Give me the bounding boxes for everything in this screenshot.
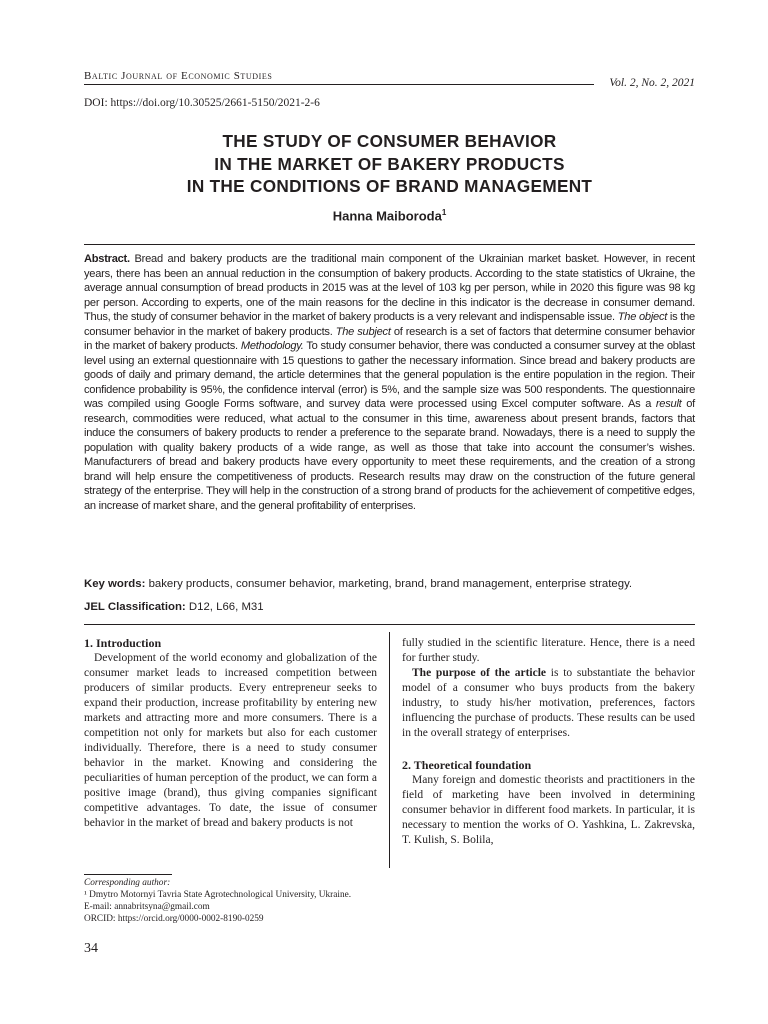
author-affiliation-mark: 1 [441, 208, 447, 217]
jel-codes: D12, L66, M31 [185, 601, 264, 613]
keywords-text: bakery products, consumer behavior, marketing, brand, brand management, enterprise strategy. [145, 578, 633, 590]
corresponding-author-label: Corresponding author: [84, 878, 171, 888]
keywords-label: Key words: [84, 578, 146, 590]
purpose-text: is to substantiate the behavior model of a consumer who buys products from the bakery industry, to study his/her motivation, preferences, factors influencing the purchase of products. These results can be used in the overall strategy of enterprises. [402, 667, 695, 739]
purpose-label: The purpose of the article [412, 667, 547, 679]
abstract-text: is the consumer behavior in the market of bakery products. [84, 311, 695, 338]
keywords [84, 578, 695, 590]
introduction-continuation: fully studied in the scientific literature. Hence, there is a need for further study. [402, 637, 695, 664]
abstract-text: of research is a set of factors that determine consumer behavior in the market of bakery products. [84, 325, 695, 352]
abstract-rule [84, 244, 695, 245]
journal-name: Baltic Journal of Economic Studies [84, 70, 273, 82]
abstract-methodology-label: Methodology. [240, 340, 304, 352]
jel-classification [84, 601, 695, 613]
volume-issue: Vol. 2, No. 2, 2021 [609, 77, 695, 89]
title-line-3: IN THE CONDITIONS OF BRAND MANAGEMENT [186, 176, 593, 196]
column-divider [389, 632, 390, 868]
abstract-object-label: The object [617, 311, 668, 323]
author-name: Hanna Maiboroda [332, 208, 442, 224]
abstract-text: of research, commodities were reduced, what actual to the consumer in this time, awareness about present brands, factors that induce the consumers of bakery products to render a preference to the separate brand. Nowadays, there is a need to supply the population with quality bakery products of a wide range, as well as those that take into account the consumer’s wishes. Manufacturers of bread and bakery products have every opportunity to meet these requirements, and the creation of a strong brand will help ensure the competitiveness of products. Research results may draw on the construction of the future general strategy of the enterprise. They will help in the construction of a strong brand of products for the achievement of competitive edges, an increase of market share, and the general profitability of enterprises. [84, 398, 695, 512]
author-affiliation: ¹ Dmytro Motornyi Tavria State Agrotechnological University, Ukraine. [84, 890, 352, 900]
footnote [84, 877, 351, 925]
abstract-label: Abstract. [84, 253, 130, 265]
title-line-1: THE STUDY OF CONSUMER BEHAVIOR [222, 131, 557, 151]
theoretical-paragraph: Many foreign and domestic theorists and practitioners in the field of marketing have been involved in determining consumer behavior in different food markets. In particular, it is necessary to mention the works of O. Yashkina, L. Zakrevska, T. Kulish, S. Bolila, [402, 774, 695, 846]
section-heading-theoretical-foundation: 2. Theoretical foundation [402, 758, 532, 772]
section-heading-introduction: 1. Introduction [84, 636, 162, 650]
abstract [84, 252, 695, 513]
right-column [402, 636, 695, 848]
abstract-result-label: result [655, 398, 682, 410]
abstract-subject-label: The subject [335, 325, 391, 338]
section-rule [84, 624, 695, 625]
doi[interactable]: DOI: https://doi.org/10.30525/2661-5150/2021-2-6 [84, 97, 320, 109]
footnote-rule [84, 874, 172, 875]
title-line-2: IN THE MARKET OF BAKERY PRODUCTS [214, 153, 565, 174]
section-gap [402, 741, 695, 758]
abstract-text: Bread and bakery products are the traditional main component of the Ukrainian market basket. However, in recent years, there has been an annual reduction in the consumption of bakery products. According to the state statistics of Ukraine, the average annual consumption of bread products in 2015 was at the level of 103 kg per person, while in 2020 this figure was 98 kg per person. According to experts, one of the main reasons for the decline in this indicator is the decrease in consumer demand. Thus, the study of consumer behavior in the market of bakery products is a very relevant and indispensable issue. [84, 253, 695, 323]
purpose-paragraph [402, 666, 695, 741]
author [84, 208, 695, 223]
jel-label: JEL Classification: [84, 601, 186, 613]
introduction-paragraph: Development of the world economy and globalization of the consumer market leads to increased competition between producers of similar products. Every entrepreneur seeks to expand their production, increase profitability by entering new markets and attracting more and more consumers. There is a competition not only for markets but also for each customer individually. Therefore, there is a need to study consumer behavior in the market. Knowing and considering the peculiarities of human perception of the product, we can form a positive image (brand), thus giving companies significant competitive advantages. To date, the issue of consumer behavior in the market of bread and bakery products is not [84, 652, 377, 829]
article-title [84, 130, 695, 198]
abstract-text: To study consumer behavior, there was conducted a consumer survey at the oblast level using an external questionnaire with 15 questions to gather the necessary information. Since bread and bakery products are goods of daily and primary demand, the article determines that the general population is the entire population in the region. Their confidence probability is 95%, the confidence interval (error) is 5%, and the sample size was 500 respondents. The questionnaire was compiled using Google Forms software, and survey data were processed using Excel computer software. As a [84, 340, 695, 410]
author-email[interactable]: E-mail: annabritsyna@gmail.com [84, 902, 210, 912]
header-rule [84, 84, 594, 85]
author-orcid[interactable]: ORCID: https://orcid.org/0000-0002-8190-0259 [84, 914, 264, 924]
page-number: 34 [84, 941, 98, 956]
left-column [84, 636, 377, 831]
